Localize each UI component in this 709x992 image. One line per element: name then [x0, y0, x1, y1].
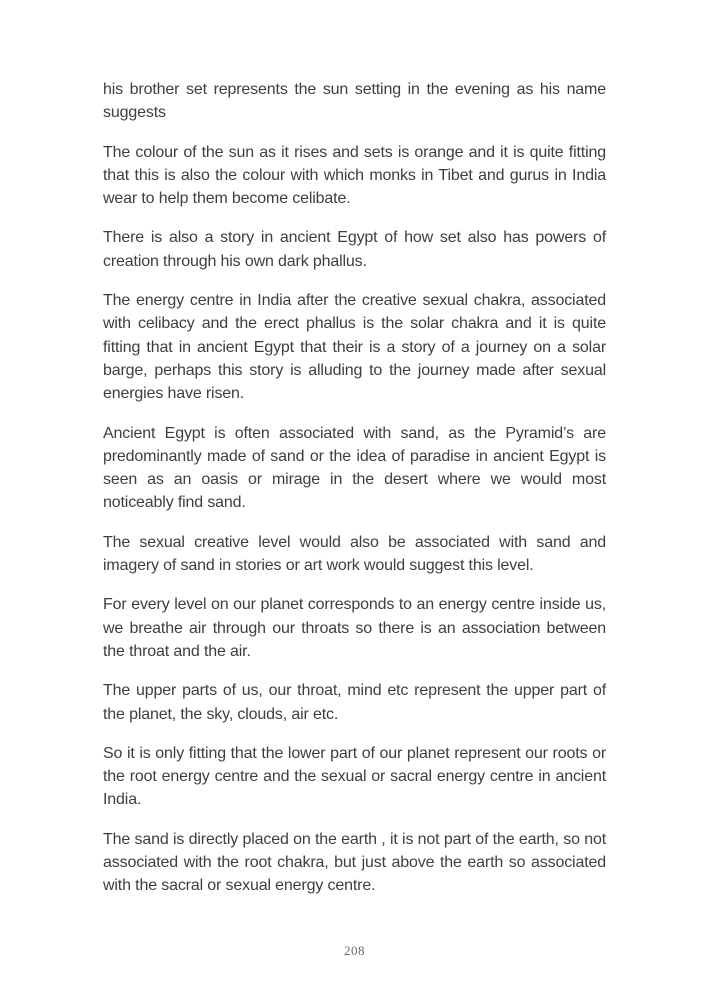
paragraph: The sand is directly placed on the earth , it is not part of the earth, so not associated with the root chakra, but just above the earth so associated with the sacral or sexual energy centre.: [103, 830, 606, 895]
page-number: 208: [344, 943, 365, 958]
paragraph: his brother set represents the sun setting in the evening as his name suggests: [103, 81, 606, 122]
text-content: [103, 78, 606, 898]
paragraph: Ancient Egypt is often associated with sand, as the Pyramid’s are predominantly made of sand or the idea of paradise in ancient Egypt is seen as an oasis or mirage in the desert where we would most noticeably find sand.: [103, 424, 606, 512]
paragraph: There is also a story in ancient Egypt of how set also has powers of creation through his own dark phallus.: [103, 229, 606, 270]
paragraph: The sexual creative level would also be associated with sand and imagery of sand in stories or art work would suggest this level.: [103, 533, 606, 575]
paragraph: The energy centre in India after the creative sexual chakra, associated with celibacy and the erect phallus is the solar chakra and it is quite fitting that in ancient Egypt that their is a story of a journey on a solar barge, perhaps this story is alluding to the journey made after sexual energies have risen.: [103, 292, 606, 403]
page-footer: [0, 942, 709, 960]
paragraph: The upper parts of us, our throat, mind etc represent the upper part of the planet, the sky, clouds, air etc.: [103, 682, 606, 723]
paragraph: For every level on our planet corresponds to an energy centre inside us, we breathe air through our throats so there is an association between the throat and the air.: [103, 596, 606, 660]
paragraph: The colour of the sun as it rises and sets is orange and it is quite fitting that this is also the colour with which monks in Tibet and gurus in India wear to help them become celibate.: [103, 143, 606, 208]
paragraph: So it is only fitting that the lower part of our planet represent our roots or the root energy centre and the sexual or sacral energy centre in ancient India.: [103, 744, 606, 809]
